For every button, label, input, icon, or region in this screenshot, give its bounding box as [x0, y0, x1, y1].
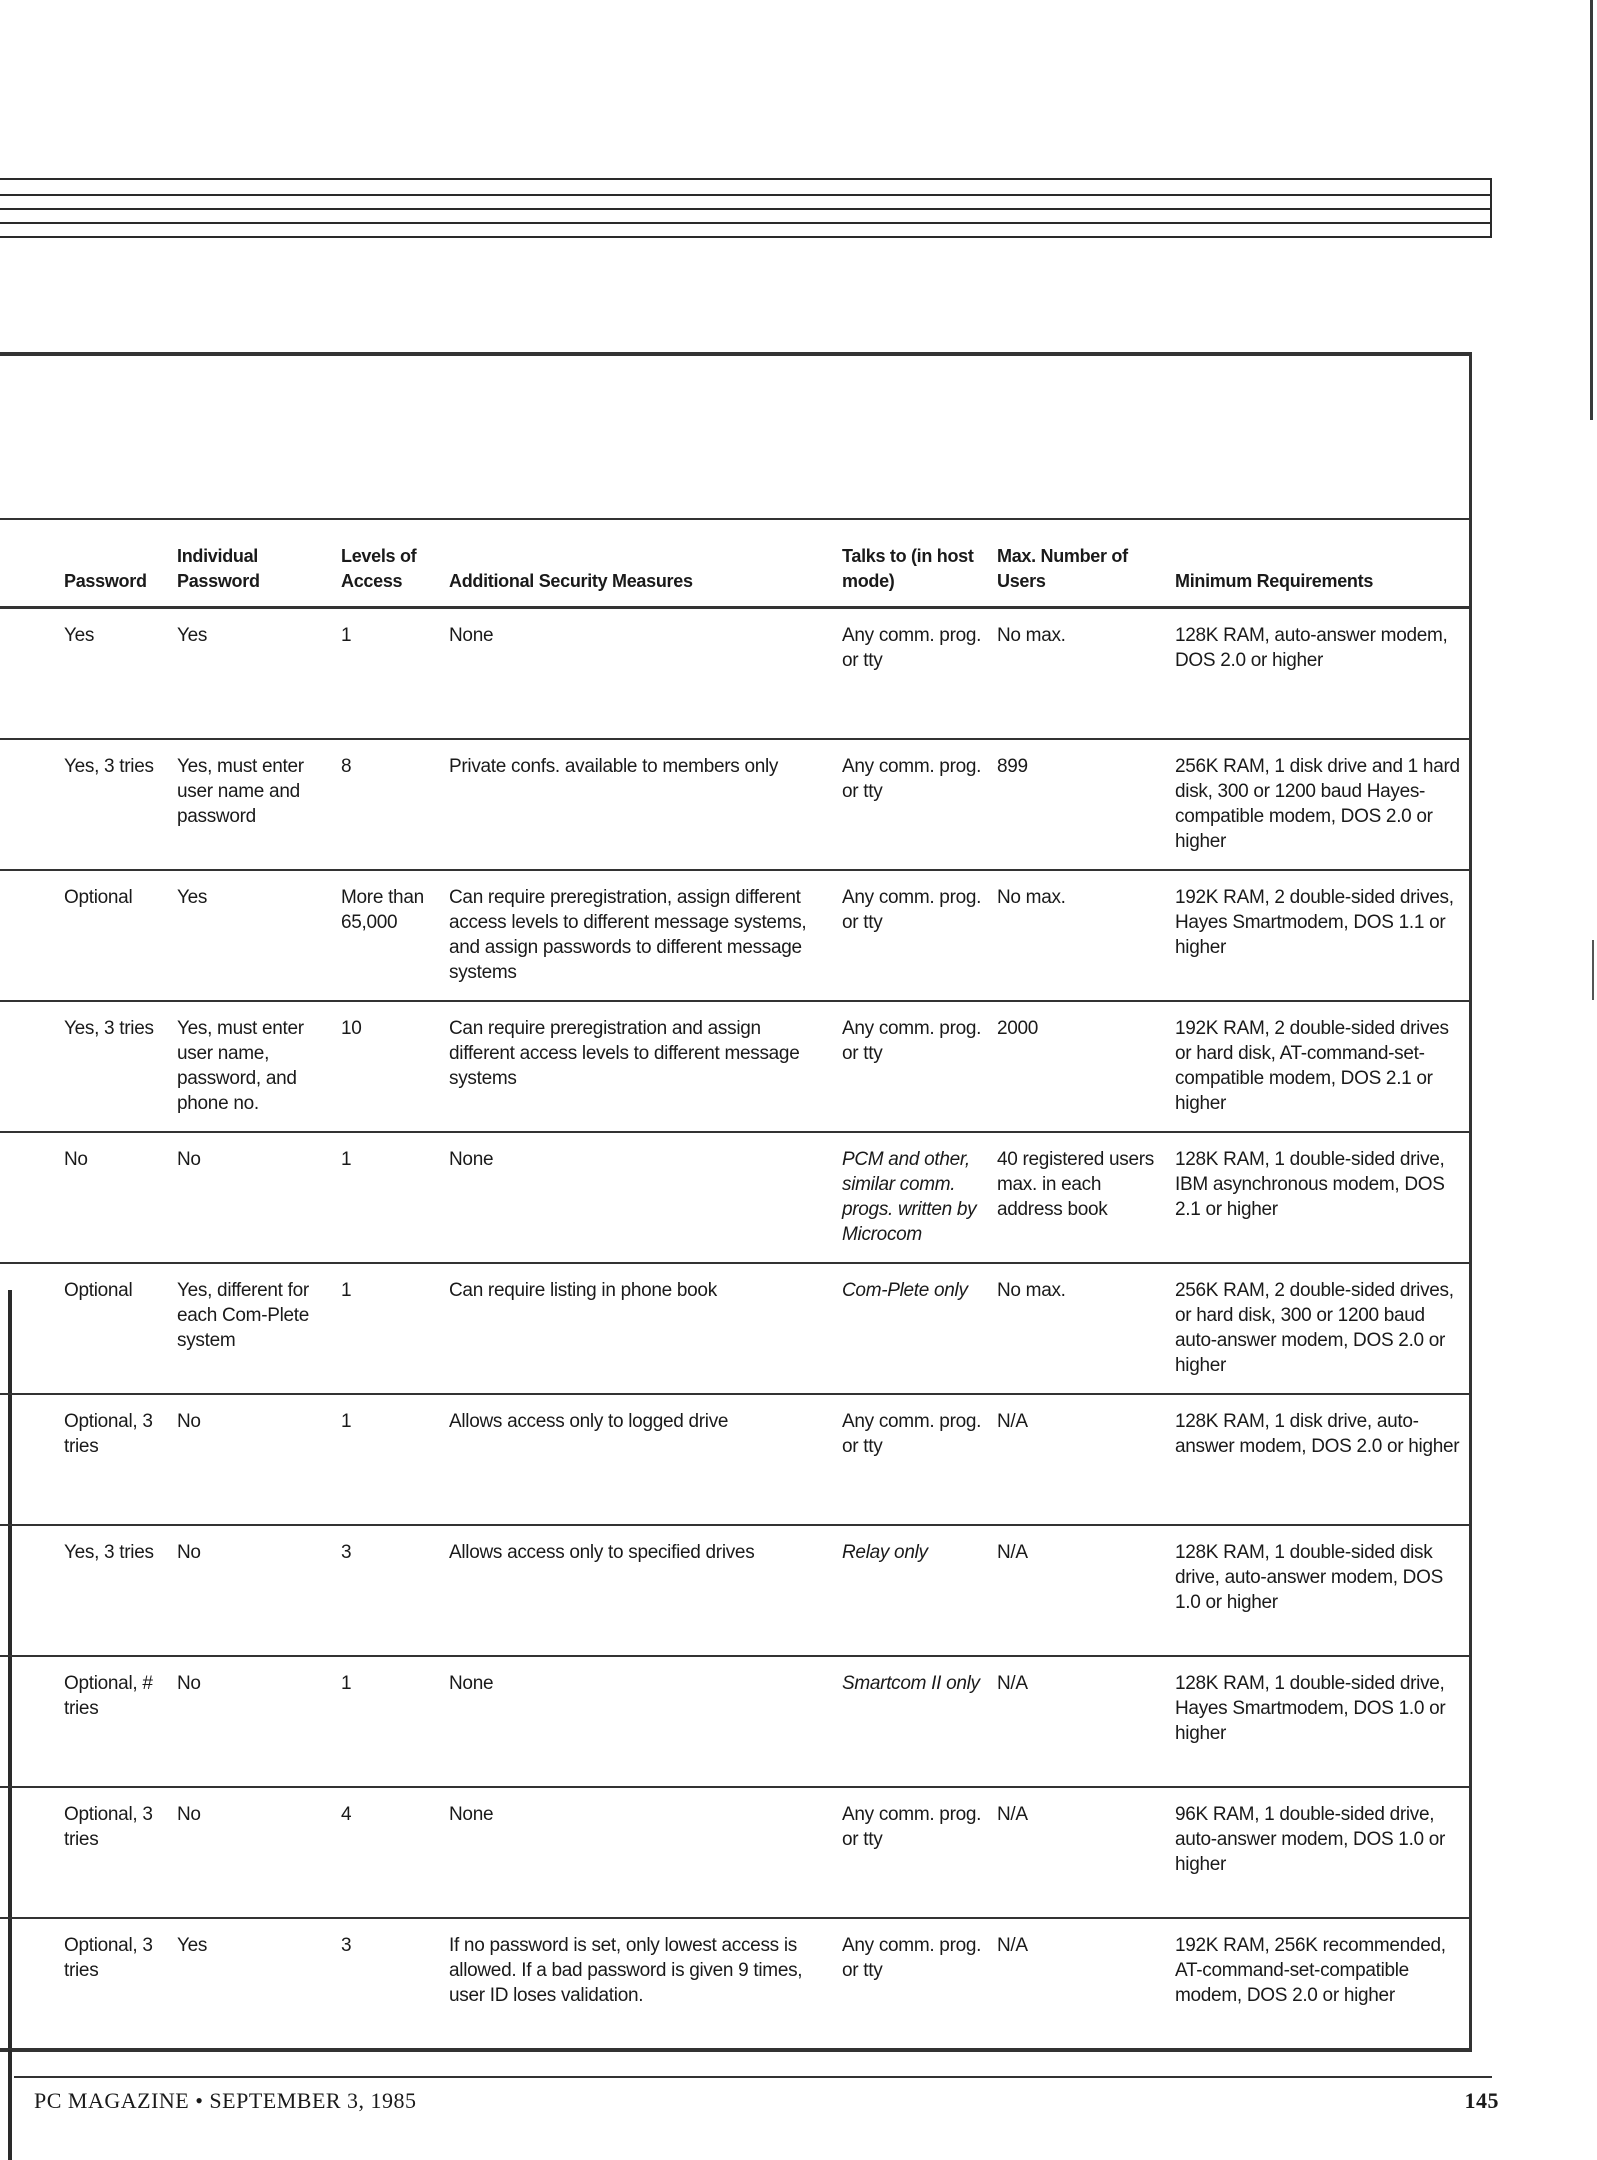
- cell-talks-to: Any comm. prog. or tty: [836, 1918, 991, 2049]
- cell-requirements: 128K RAM, 1 double-sided drive, IBM asynchronous modem, DOS 2.1 or higher: [1169, 1132, 1472, 1263]
- page-edge: [1590, 0, 1593, 420]
- cell-password: Yes, 3 tries: [0, 1001, 171, 1132]
- cell-max-users: N/A: [991, 1787, 1169, 1918]
- cell-security: None: [443, 608, 836, 740]
- cell-password: Optional: [0, 870, 171, 1001]
- cell-levels: 10: [335, 1001, 443, 1132]
- cell-requirements: 128K RAM, 1 double-sided disk drive, auto-answer modem, DOS 1.0 or higher: [1169, 1525, 1472, 1656]
- cell-talks-to: Any comm. prog. or tty: [836, 1394, 991, 1525]
- cell-max-users: No max.: [991, 608, 1169, 740]
- cell-levels: 1: [335, 1132, 443, 1263]
- cell-talks-to: Any comm. prog. or tty: [836, 739, 991, 870]
- cell-password: Yes: [0, 608, 171, 740]
- cell-security: If no password is set, only lowest access is allowed. If a bad password is given 9 times, user ID loses validation.: [443, 1918, 836, 2049]
- table-row: [0, 1001, 1472, 1132]
- cell-levels: 1: [335, 1263, 443, 1394]
- footer-rule: [14, 2076, 1492, 2078]
- cell-levels: 1: [335, 1394, 443, 1525]
- cell-security: Can require listing in phone book: [443, 1263, 836, 1394]
- cell-talks-to: Any comm. prog. or tty: [836, 608, 991, 740]
- page-edge-mark: [1592, 940, 1594, 1000]
- cell-requirements: 192K RAM, 2 double-sided drives or hard disk, AT-command-set-compatible modem, DOS 2.1 or higher: [1169, 1001, 1472, 1132]
- cell-individual-password: Yes: [171, 1918, 335, 2049]
- cell-requirements: 96K RAM, 1 double-sided drive, auto-answer modem, DOS 1.0 or higher: [1169, 1787, 1472, 1918]
- table-row: [0, 1525, 1472, 1656]
- table-row: [0, 608, 1472, 740]
- cell-password: Optional, # tries: [0, 1656, 171, 1787]
- cell-levels: 8: [335, 739, 443, 870]
- page-number: 145: [1464, 2088, 1499, 2113]
- cell-requirements: 128K RAM, auto-answer modem, DOS 2.0 or higher: [1169, 608, 1472, 740]
- cell-password: Optional, 3 tries: [0, 1918, 171, 2049]
- table-row: [0, 1656, 1472, 1787]
- cell-security: Can require preregistration and assign different access levels to different message systems: [443, 1001, 836, 1132]
- cell-password: Optional: [0, 1263, 171, 1394]
- col-header-password: Password: [0, 519, 171, 608]
- cell-password: Optional, 3 tries: [0, 1394, 171, 1525]
- cell-talks-to: Com-Plete only: [836, 1263, 991, 1394]
- cell-max-users: N/A: [991, 1918, 1169, 2049]
- cell-levels: 3: [335, 1918, 443, 2049]
- col-header-additional-security: Additional Security Measures: [443, 519, 836, 608]
- cell-max-users: 899: [991, 739, 1169, 870]
- table-row: [0, 870, 1472, 1001]
- cell-security: None: [443, 1132, 836, 1263]
- cell-max-users: 2000: [991, 1001, 1169, 1132]
- cell-requirements: 192K RAM, 2 double-sided drives, Hayes Smartmodem, DOS 1.1 or higher: [1169, 870, 1472, 1001]
- cell-talks-to: Smartcom II only: [836, 1656, 991, 1787]
- top-rule-2: [0, 194, 1492, 196]
- cell-requirements: 192K RAM, 256K recommended, AT-command-set-compatible modem, DOS 2.0 or higher: [1169, 1918, 1472, 2049]
- cell-levels: 1: [335, 608, 443, 740]
- cell-requirements: 256K RAM, 1 disk drive and 1 hard disk, 300 or 1200 baud Hayes-compatible modem, DOS 2.0 or higher: [1169, 739, 1472, 870]
- cell-security: None: [443, 1656, 836, 1787]
- cell-individual-password: No: [171, 1656, 335, 1787]
- top-rule-1: [0, 178, 1492, 180]
- cell-max-users: No max.: [991, 1263, 1169, 1394]
- top-rule-3: [0, 208, 1492, 210]
- table-row: [0, 1787, 1472, 1918]
- cell-individual-password: Yes: [171, 608, 335, 740]
- table-header-row: [0, 519, 1472, 608]
- cell-levels: 4: [335, 1787, 443, 1918]
- cell-security: Allows access only to logged drive: [443, 1394, 836, 1525]
- cell-individual-password: Yes: [171, 870, 335, 1001]
- cell-security: Can require preregistration, assign different access levels to different message systems, and assign passwords to different message systems: [443, 870, 836, 1001]
- top-rule-4: [0, 222, 1492, 224]
- col-header-individual-password: Individual Password: [171, 519, 335, 608]
- cell-levels: More than 65,000: [335, 870, 443, 1001]
- table-row: [0, 1263, 1472, 1394]
- cell-talks-to: Any comm. prog. or tty: [836, 1001, 991, 1132]
- top-frame-right: [1490, 178, 1492, 238]
- cell-max-users: 40 registered users max. in each address book: [991, 1132, 1169, 1263]
- cell-max-users: N/A: [991, 1525, 1169, 1656]
- cell-requirements: 128K RAM, 1 double-sided drive, Hayes Smartmodem, DOS 1.0 or higher: [1169, 1656, 1472, 1787]
- cell-requirements: 256K RAM, 2 double-sided drives, or hard disk, 300 or 1200 baud auto-answer modem, DOS 2.0 or higher: [1169, 1263, 1472, 1394]
- top-rule-5: [0, 236, 1492, 238]
- cell-password: Yes, 3 tries: [0, 1525, 171, 1656]
- cell-levels: 3: [335, 1525, 443, 1656]
- cell-max-users: No max.: [991, 870, 1169, 1001]
- cell-talks-to: PCM and other, similar comm. progs. written by Microcom: [836, 1132, 991, 1263]
- cell-talks-to: Any comm. prog. or tty: [836, 870, 991, 1001]
- cell-max-users: N/A: [991, 1394, 1169, 1525]
- cell-individual-password: No: [171, 1394, 335, 1525]
- cell-individual-password: No: [171, 1132, 335, 1263]
- col-header-max-users: Max. Number of Users: [991, 519, 1169, 608]
- cell-security: None: [443, 1787, 836, 1918]
- cell-talks-to: Any comm. prog. or tty: [836, 1787, 991, 1918]
- cell-talks-to: Relay only: [836, 1525, 991, 1656]
- cell-max-users: N/A: [991, 1656, 1169, 1787]
- col-header-levels-of-access: Levels of Access: [335, 519, 443, 608]
- cell-security: Private confs. available to members only: [443, 739, 836, 870]
- cell-individual-password: Yes, different for each Com-Plete system: [171, 1263, 335, 1394]
- table-row: [0, 1394, 1472, 1525]
- cell-individual-password: No: [171, 1525, 335, 1656]
- cell-individual-password: Yes, must enter user name and password: [171, 739, 335, 870]
- col-header-min-requirements: Minimum Requirements: [1169, 519, 1472, 608]
- cell-password: Optional, 3 tries: [0, 1787, 171, 1918]
- publication-credit: PC MAGAZINE • SEPTEMBER 3, 1985: [34, 2088, 417, 2113]
- cell-requirements: 128K RAM, 1 disk drive, auto-answer modem, DOS 2.0 or higher: [1169, 1394, 1472, 1525]
- table-row: [0, 1918, 1472, 2049]
- cell-individual-password: Yes, must enter user name, password, and phone no.: [171, 1001, 335, 1132]
- cell-password: Yes, 3 tries: [0, 739, 171, 870]
- security-features-table: [0, 518, 1472, 2050]
- cell-security: Allows access only to specified drives: [443, 1525, 836, 1656]
- cell-levels: 1: [335, 1656, 443, 1787]
- cell-individual-password: No: [171, 1787, 335, 1918]
- table-row: [0, 1132, 1472, 1263]
- cell-password: No: [0, 1132, 171, 1263]
- table-row: [0, 739, 1472, 870]
- col-header-talks-to: Talks to (in host mode): [836, 519, 991, 608]
